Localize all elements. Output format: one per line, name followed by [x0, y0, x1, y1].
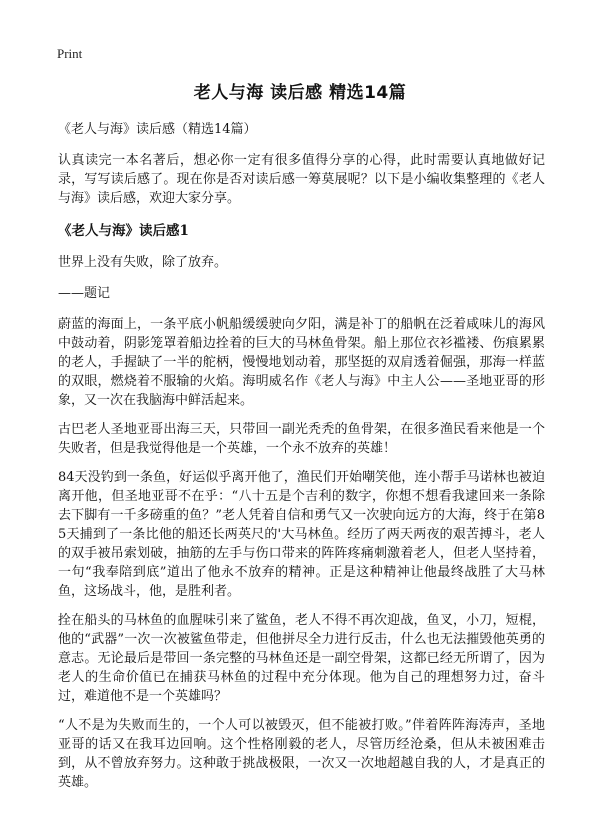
paragraph-1: 蔚蓝的海面上，一条平底小帆船缓缓驶向夕阳，满是补丁的船帆在泛着咸味儿的海风中鼓动着，阴影笼罩着船边拴着的巨大的马林鱼骨架。船上那位衣衫褴褛、伤痕累累的老人，手握缺了一半的舵柄，慢慢地划动着，那坚挺的双肩透着倔强，那海一样蓝的双眼，燃烧着不服输的火焰。海明威名作《老人与海》中主人公——圣地亚哥的形象，又一次在我脑海中鲜活起来。: [58, 317, 545, 408]
page-title: 老人与海 读后感 精选14篇: [193, 83, 407, 103]
article-body: [58, 120, 545, 802]
paragraph-3: 84天没钓到一条鱼，好运似乎离开他了，渔民们开始嘲笑他，连小帮手马诺林也被迫离开他，但圣地亚哥不在乎：“八十五是个吉利的数字，你想不想看我逮回来一条除去下脚有一千多磅重的鱼？”老人凭着自信和勇气又一次驶向远方的大海，终于在第85天捕到了一条比他的船还长两英尺的'大马林鱼。经历了两天两夜的艰苦搏斗，老人的双手被吊索划破，抽筋的左手与伤口带来的阵阵疼痛刺激着老人，但老人坚持着，一句“我奉陪到底”道出了他永不放弃的精神。正是这种精神让他最终战胜了大马林鱼，这场战斗，他，是胜利者。: [58, 470, 545, 599]
article-intro: 认真读完一本名著后，想必你一定有很多值得分享的心得，此时需要认真地做好记录，写写读后感了。现在你是否对读后感一筹莫展呢？以下是小编收集整理的《老人与海》读后感，欢迎大家分享。: [58, 153, 545, 206]
paragraph-2: 古巴老人圣地亚哥出海三天，只带回一副光秃秃的鱼骨架，在很多渔民看来他是一个失败者，但是我觉得他是一个英雄，一个永不放弃的英雄！: [58, 422, 545, 456]
motto-source: ——题记: [58, 286, 111, 301]
print-link[interactable]: Print: [57, 46, 83, 61]
motto-text: 世界上没有失败，除了放弃。: [58, 255, 228, 270]
article-subtitle: 《老人与海》读后感（精选14篇）: [58, 122, 257, 137]
paragraph-5: “人不是为失败而生的，一个人可以被毁灭，但不能被打败。”伴着阵阵海涛声，圣地亚哥的话又在我耳边回响。这个性格刚毅的老人，尽管历经沧桑，但从未被困难击到，从不曾放弃努力。这种敢于挑战极限，一次又一次地超越自我的人，才是真正的英雄。: [58, 718, 545, 790]
section-heading: 《老人与海》读后感1: [58, 223, 189, 239]
paragraph-4: 拴在船头的马林鱼的血腥味引来了鲨鱼，老人不得不再次迎战，鱼叉，小刀，短棍，他的“武器”一次一次被鲨鱼带走，但他拼尽全力进行反击，什么也无法摧毁他英勇的意志。无论最后是带回一条完整的马林鱼还是一副空骨架，这都已经无所谓了，因为老人的生命价值已在捕获马林鱼的过程中充分体现。他为自己的理想努力过，奋斗过，难道他不是一个英雄吗？: [58, 613, 545, 704]
